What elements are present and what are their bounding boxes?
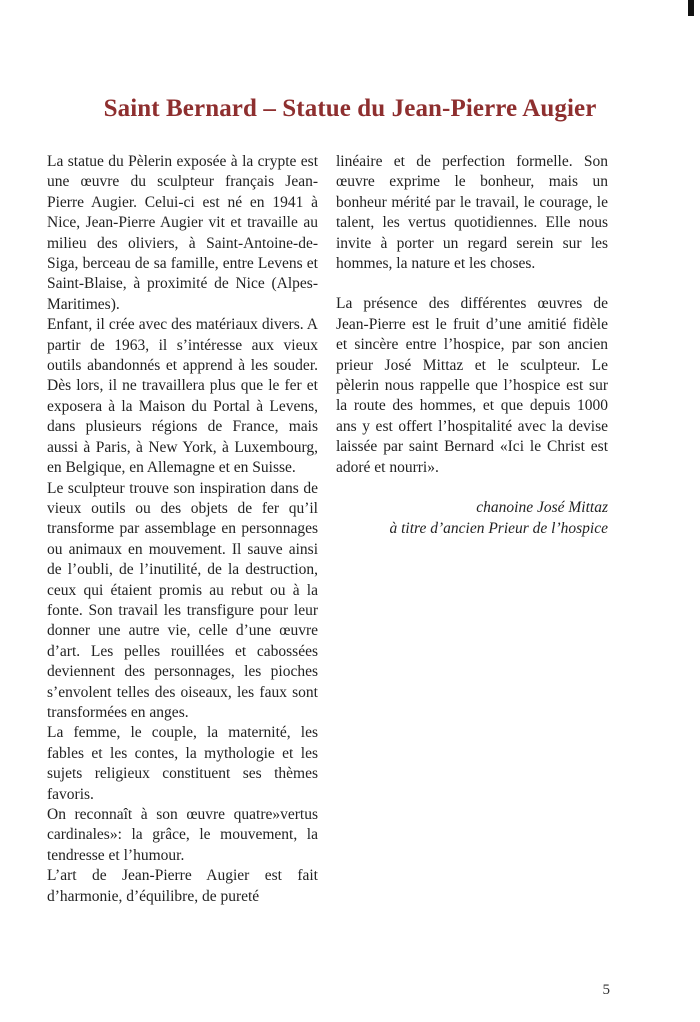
page-number: 5 xyxy=(602,982,610,998)
paragraph: On reconnaît à son œuvre quatre»vertus cardinales»: la grâce, le mouvement, la tendresse et l’humour. xyxy=(47,806,318,864)
signature-role: à titre d’ancien Prieur de l’hospice xyxy=(389,519,608,537)
paragraph: La femme, le couple, la maternité, les fables et les contes, la mythologie et les sujets religieux constituent ses thèmes favoris. xyxy=(47,724,318,803)
scan-corner-mark xyxy=(688,0,694,16)
signature-name: chanoine José Mittaz xyxy=(476,499,608,517)
page-title: Saint Bernard – Statue du Jean-Pierre Augier xyxy=(103,95,597,122)
paragraph: Le sculpteur trouve son inspiration dans de vieux outils ou des objets de fer qu’il transforme par assemblage en personnages ou animaux en mouvement. Il sauve ainsi de l’oubli, de l’inutilité, de la destruction, ceux qui étaient promis au rebut ou à la fonte. Son travail les transfigure pour leur donner une autre vie, celle d’une œuvre d’art. Les pelles rouillées et cabossées deviennent des personnages, les pioches s’envolent telles des oiseaux, les faux sont transformées en anges. xyxy=(47,479,318,721)
paragraph: Enfant, il crée avec des matériaux divers. A partir de 1963, il s’intéresse aux vieux outils abandonnés et apprend à les souder. Dès lors, il ne travaillera plus que le fer et exposera à la Maison du Portal à Levens, dans plusieurs régions de France, mais aussi à Paris, à New York, à Luxembourg, en Belgique, en Allemagne et en Suisse. xyxy=(47,316,318,477)
paragraph: La présence des différentes œuvres de Jean-Pierre est le fruit d’une amitié fidèle et sincère entre l’hospice, par son ancien prieur José Mittaz et le sculpteur. Le pèlerin nous rappelle que l’hospice est sur la route des hommes, et que depuis 1000 ans y est offert l’hospitalité avec la devise laissée par saint Bernard «Ici le Christ est adoré et nourri». xyxy=(336,295,608,476)
right-column xyxy=(336,152,608,539)
paragraph: La statue du Pèlerin exposée à la crypte est une œuvre du sculpteur français Jean-Pierre Augier. Celui-ci est né en 1941 à Nice, Jean-Pierre Augier vit et travaille au milieu des oliviers, à Saint-Antoine-de-Siga, berceau de sa famille, entre Levens et Saint-Blaise, à proximité de Nice (Alpes-Maritimes). xyxy=(47,153,318,313)
paragraph: L’art de Jean-Pierre Augier est fait d’harmonie, d’équilibre, de pureté xyxy=(47,867,318,905)
paragraph: linéaire et de perfection formelle. Son œuvre exprime le bonheur, mais un bonheur mérité par le travail, le courage, le talent, les vertus quotidiennes. Elle nous invite à porter un regard serein sur les hommes, la nature et les choses. xyxy=(336,153,608,273)
left-column xyxy=(47,152,318,907)
signature xyxy=(336,498,608,539)
